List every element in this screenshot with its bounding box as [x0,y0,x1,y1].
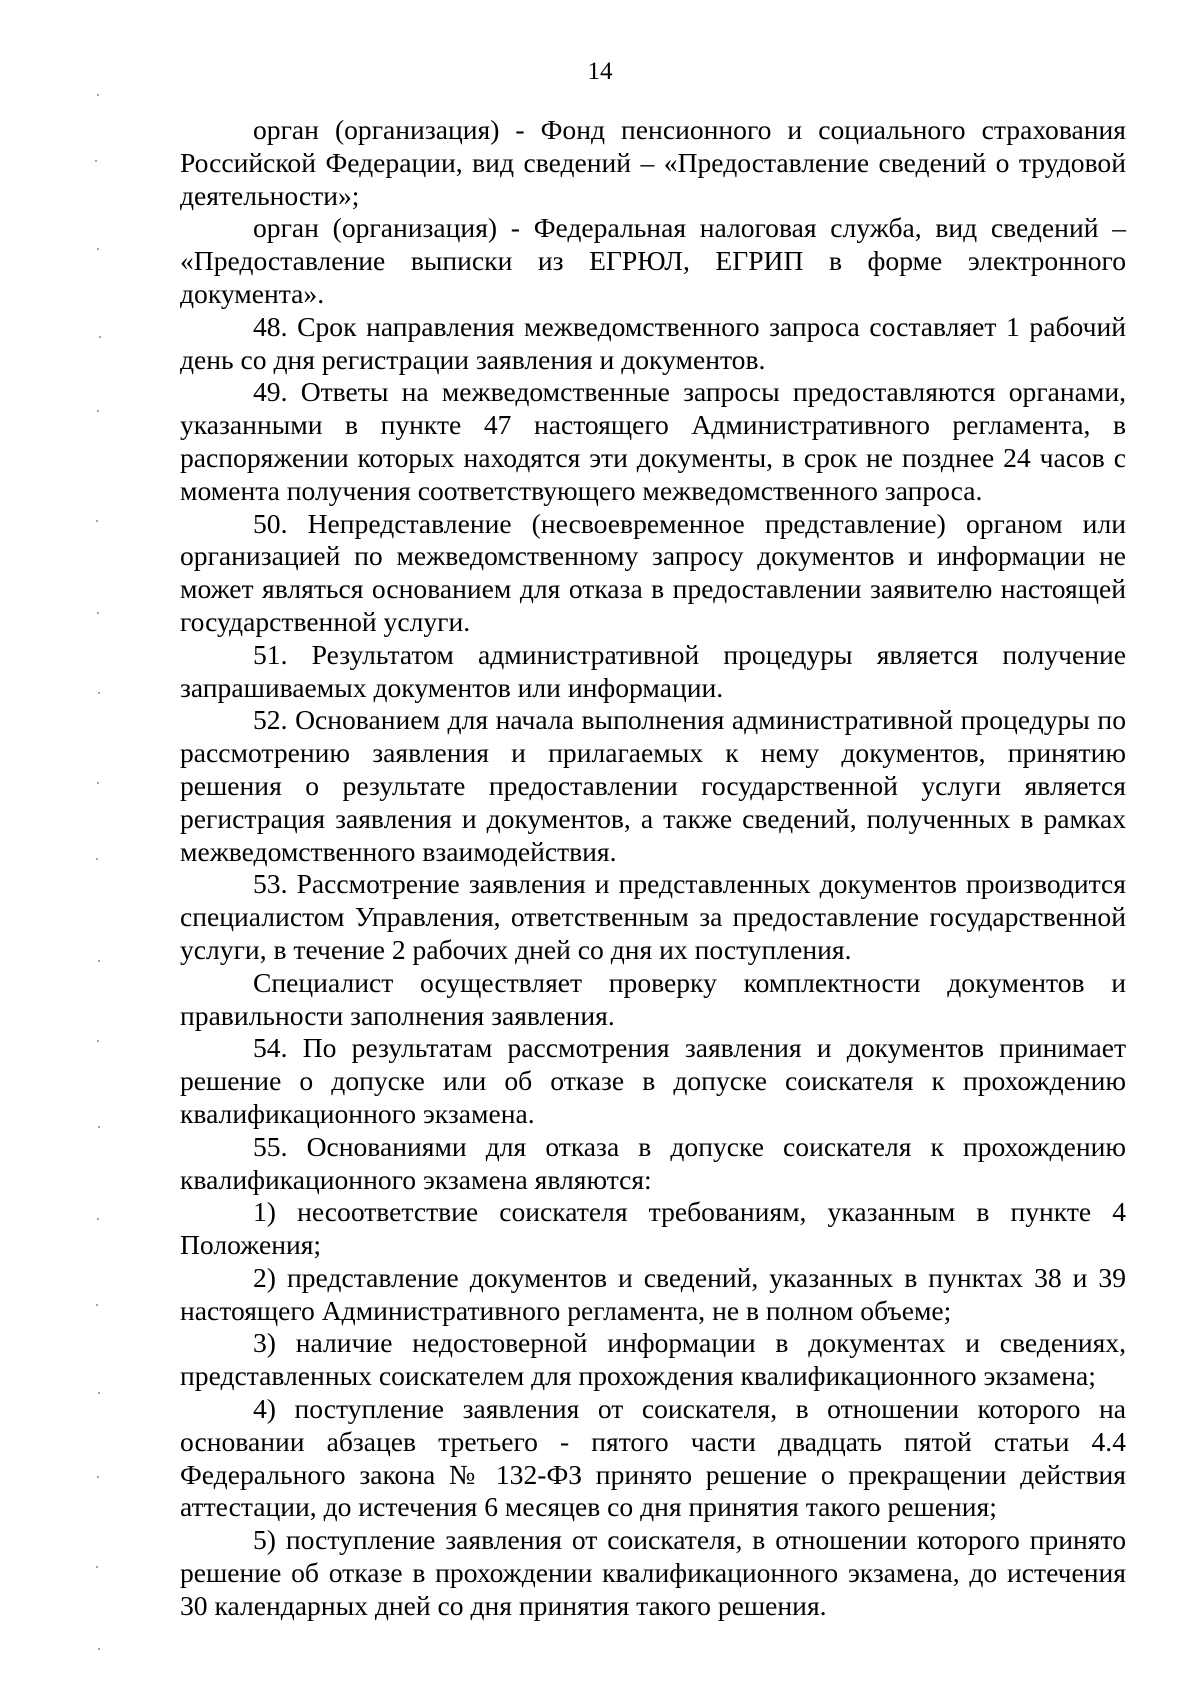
paragraph: Специалист осуществляет проверку комплектности документов и правильности заполнения заявления. [180,966,1126,1031]
paragraph: орган (организация) - Фонд пенсионного и социального страхования Российской Федерации, вид сведений – «Предоставление сведений о трудовой деятельности»; [180,114,1126,211]
scan-speck [97,94,99,96]
paragraph: 52. Основанием для начала выполнения административной процедуры по рассмотрению заявления и прилагаемых к нему документов, принятию решения о результате предоставлении государственной услуги является регистрация заявления и документов, а также сведений, полученных в рамках межведомственного взаимодействия. [180,704,1126,867]
scan-speck [97,1218,99,1220]
scan-speck [95,160,97,162]
paragraph: 2) представление документов и сведений, указанных в пунктах 38 и 39 настоящего Административного регламента, не в полном объеме; [180,1261,1126,1326]
paragraph: 48. Срок направления межведомственного запроса составляет 1 рабочий день со дня регистрации заявления и документов. [180,310,1126,375]
scan-speck [96,1566,98,1568]
scan-speck [98,1392,100,1394]
paragraph: 54. По результатам рассмотрения заявления и документов принимает решение о допуске или об отказе в допуске соискателя к прохождению квалификационного экзамена. [180,1032,1126,1129]
page-number: 14 [587,58,613,85]
scan-speck [97,1476,99,1478]
scan-speck [98,692,100,694]
paragraph: 3) наличие недостоверной информации в документах и сведениях, представленных соискателем для прохождения квалификационного экзамена; [180,1327,1126,1392]
paragraph: 49. Ответы на межведомственные запросы предоставляются органами, указанными в пункте 47 настоящего Административного регламента, в распоряжении которых находятся эти документы, в срок не позднее 24 часов с момента получения соответствующего межведомственного запроса. [180,376,1126,506]
scan-speck [97,248,99,250]
scan-speck [99,336,101,338]
scan-speck [98,1648,100,1650]
scan-speck [97,1040,99,1042]
scan-speck [98,1126,100,1128]
paragraph: 5) поступление заявления от соискателя, в отношении которого принято решение об отказе в прохождении квалификационного экзамена, до истечения 30 календарных дней со дня принятия такого решения. [180,1524,1126,1621]
paragraph: 50. Непредставление (несвоевременное представление) органом или организацией по межведомственному запросу документов и информации не может являться основанием для отказа в предоставлении заявителю настоящей государственной услуги. [180,507,1126,637]
paragraph: 1) несоответствие соискателя требованиям, указанным в пункте 4 Положения; [180,1196,1126,1261]
scan-speck [96,858,98,860]
scan-speck [98,960,100,962]
paragraph: 55. Основаниями для отказа в допуске соискателя к прохождению квалификационного экзамена являются: [180,1130,1126,1195]
paragraph: орган (организация) - Федеральная налоговая служба, вид сведений – «Предоставление выписки из ЕГРЮЛ, ЕГРИП в форме электронного документа». [180,212,1126,309]
paragraph: 51. Результатом административной процедуры является получение запрашиваемых документов или информации. [180,638,1126,703]
scan-speck [96,520,98,522]
paragraph: 4) поступление заявления от соискателя, в отношении которого на основании абзацев третьего - пятого части двадцать пятой статьи 4.4 Федерального закона № 132-ФЗ принято решение о прекращении действия аттестации, до истечения 6 месяцев со дня принятия такого решения; [180,1393,1126,1523]
scan-speck [97,410,99,412]
paragraph: 53. Рассмотрение заявления и представленных документов производится специалистом Управления, ответственным за предоставление государственной услуги, в течение 2 рабочих дней со дня их поступления. [180,868,1126,965]
scan-speck [97,612,99,614]
scan-speck [96,1304,98,1306]
scan-speck [97,782,99,784]
document-body [180,114,1126,1623]
